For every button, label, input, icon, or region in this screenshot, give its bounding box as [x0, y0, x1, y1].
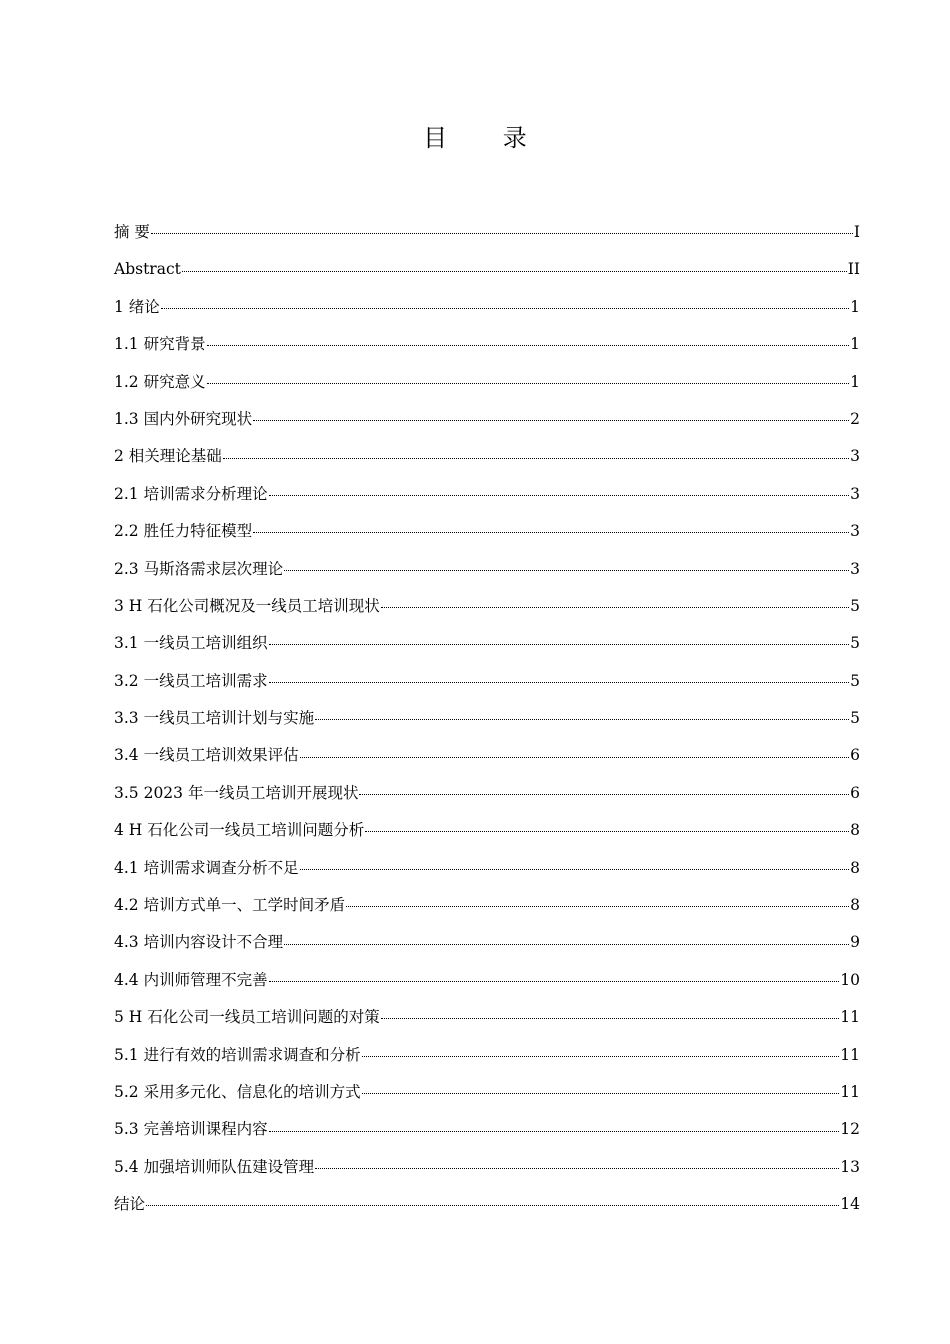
- toc-entry-label: 5.4 加强培训师队伍建设管理: [114, 1157, 315, 1176]
- toc-entry[interactable]: [114, 962, 860, 999]
- toc-entry-label: 5.3 完善培训课程内容: [114, 1120, 268, 1139]
- toc-entry-label: 5.1 进行有效的培训需求调查和分析: [114, 1045, 361, 1064]
- toc-entry-label: 1.3 国内外研究现状: [114, 409, 253, 428]
- toc-entry-page: 5: [850, 596, 860, 615]
- dot-leader: [362, 1093, 840, 1094]
- toc-entry[interactable]: [114, 476, 860, 513]
- toc-entry[interactable]: [114, 326, 860, 363]
- toc-entry-page: 2: [850, 409, 860, 428]
- toc-entry-page: 1: [850, 372, 860, 391]
- dot-leader: [381, 1018, 840, 1019]
- toc-entry-page: 6: [850, 783, 860, 802]
- toc-entry-label: 2.1 培训需求分析理论: [114, 484, 268, 503]
- toc-entry[interactable]: [114, 625, 860, 662]
- toc-entry-page: 11: [840, 1082, 860, 1101]
- dot-leader: [207, 345, 850, 346]
- toc-entry[interactable]: [114, 438, 860, 475]
- toc-entry-page: 8: [850, 896, 860, 915]
- toc-entry[interactable]: [114, 551, 860, 588]
- toc-entry[interactable]: [114, 1074, 860, 1111]
- toc-entry[interactable]: [114, 999, 860, 1036]
- dot-leader: [161, 308, 849, 309]
- toc-entry-page: 5: [850, 671, 860, 690]
- toc-entry-page: 5: [850, 634, 860, 653]
- toc-entry-label: 1.2 研究意义: [114, 372, 206, 391]
- toc-entry[interactable]: [114, 1186, 860, 1223]
- toc-entry[interactable]: [114, 1149, 860, 1186]
- toc-entry-label: 摘 要: [114, 223, 150, 241]
- toc-entry[interactable]: [114, 401, 860, 438]
- toc-entry-page: 3: [850, 522, 860, 541]
- toc-entry-label: 4.4 内训师管理不完善: [114, 970, 268, 989]
- toc-entry-label: 5 H 石化公司一线员工培训问题的对策: [114, 1008, 380, 1027]
- toc-entry-label: 4.3 培训内容设计不合理: [114, 933, 284, 952]
- toc-entry[interactable]: [114, 887, 860, 924]
- page-title: 目 录: [423, 124, 551, 152]
- dot-leader: [223, 458, 849, 459]
- toc-entry[interactable]: [114, 924, 860, 961]
- toc-entry-page: 10: [840, 970, 860, 989]
- toc-entry-label: 3.3 一线员工培训计划与实施: [114, 709, 315, 728]
- toc-entry[interactable]: [114, 588, 860, 625]
- toc-entry-label: 5.2 采用多元化、信息化的培训方式: [114, 1082, 361, 1101]
- dot-leader: [151, 233, 853, 234]
- dot-leader: [300, 869, 850, 870]
- toc-entry-label: 4.2 培训方式单一、工学时间矛盾: [114, 896, 346, 915]
- toc-entry-page: 1: [850, 335, 860, 354]
- toc-list: [114, 214, 860, 1224]
- dot-leader: [362, 1056, 840, 1057]
- toc-entry[interactable]: [114, 251, 860, 288]
- dot-leader: [269, 495, 850, 496]
- dot-leader: [253, 532, 849, 533]
- dot-leader: [300, 757, 850, 758]
- dot-leader: [269, 981, 840, 982]
- toc-entry[interactable]: [114, 812, 860, 849]
- dot-leader: [207, 383, 850, 384]
- dot-leader: [346, 906, 849, 907]
- toc-entry-page: 11: [840, 1008, 860, 1027]
- dot-leader: [365, 831, 849, 832]
- toc-entry-label: 2 相关理论基础: [114, 447, 222, 466]
- toc-entry-page: I: [853, 223, 860, 241]
- toc-entry-label: 3.5 2023 年一线员工培训开展现状: [114, 783, 359, 802]
- toc-entry-page: 6: [850, 746, 860, 765]
- toc-entry-page: 12: [840, 1120, 860, 1139]
- toc-entry[interactable]: [114, 775, 860, 812]
- dot-leader: [253, 420, 849, 421]
- toc-entry[interactable]: [114, 289, 860, 326]
- toc-entry-label: 3.1 一线员工培训组织: [114, 634, 268, 653]
- toc-entry[interactable]: [114, 700, 860, 737]
- toc-entry[interactable]: [114, 850, 860, 887]
- dot-leader: [315, 719, 849, 720]
- toc-entry[interactable]: [114, 663, 860, 700]
- toc-entry[interactable]: [114, 214, 860, 251]
- toc-entry-page: 14: [840, 1195, 860, 1214]
- toc-entry-page: 8: [850, 821, 860, 840]
- dot-leader: [284, 944, 849, 945]
- dot-leader: [182, 271, 847, 272]
- toc-entry-page: 3: [850, 447, 860, 466]
- toc-entry-label: 2.3 马斯洛需求层次理论: [114, 559, 284, 578]
- toc-entry-page: 5: [850, 709, 860, 728]
- toc-entry-label: 4 H 石化公司一线员工培训问题分析: [114, 821, 365, 840]
- dot-leader: [269, 1131, 840, 1132]
- dot-leader: [359, 794, 849, 795]
- dot-leader: [269, 644, 850, 645]
- toc-entry-page: 11: [840, 1045, 860, 1064]
- toc-entry-page: II: [847, 260, 860, 279]
- toc-entry[interactable]: [114, 364, 860, 401]
- toc-entry-page: 13: [840, 1157, 860, 1176]
- toc-entry[interactable]: [114, 1037, 860, 1074]
- dot-leader: [146, 1205, 839, 1206]
- toc-entry[interactable]: [114, 1111, 860, 1148]
- dot-leader: [284, 570, 849, 571]
- toc-entry-page: 8: [850, 858, 860, 877]
- toc-entry-label: 1.1 研究背景: [114, 335, 206, 354]
- toc-entry-page: 3: [850, 484, 860, 503]
- toc-entry-page: 9: [850, 933, 860, 952]
- dot-leader: [315, 1168, 839, 1169]
- toc-entry-label: 结论: [114, 1195, 146, 1214]
- toc-entry-label: Abstract: [114, 260, 181, 279]
- toc-entry-label: 4.1 培训需求调查分析不足: [114, 858, 299, 877]
- toc-entry-label: 3.2 一线员工培训需求: [114, 671, 268, 690]
- toc-entry-page: 1: [850, 297, 860, 316]
- toc-entry-label: 2.2 胜任力特征模型: [114, 522, 253, 541]
- toc-entry-page: 3: [850, 559, 860, 578]
- toc-entry-label: 3 H 石化公司概况及一线员工培训现状: [114, 596, 380, 615]
- toc-entry[interactable]: [114, 513, 860, 550]
- toc-entry-label: 3.4 一线员工培训效果评估: [114, 746, 299, 765]
- toc-entry-label: 1 绪论: [114, 297, 160, 316]
- dot-leader: [269, 682, 850, 683]
- toc-entry[interactable]: [114, 737, 860, 774]
- dot-leader: [381, 607, 849, 608]
